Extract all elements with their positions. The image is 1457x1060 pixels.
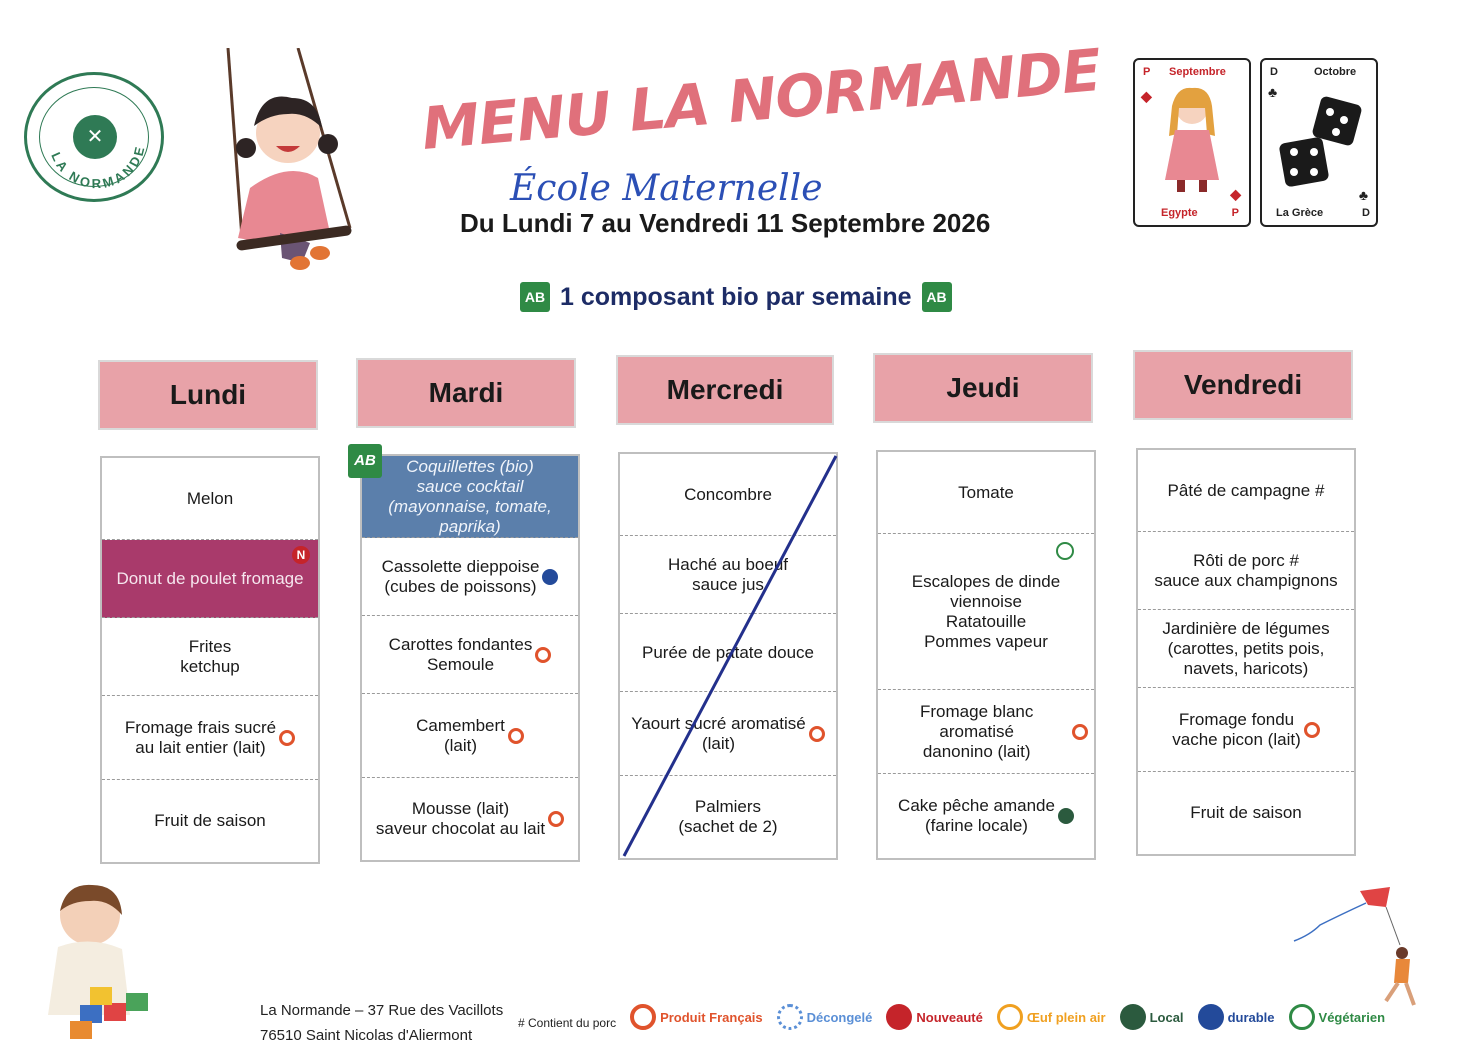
day-header-lundi: Lundi [98,360,318,430]
menu-item: Haché au boeuf sauce jus [620,536,836,614]
bio-line-text: 1 composant bio par semaine [560,282,912,311]
legend-decongele: Décongelé [777,1004,873,1030]
ab-bio-icon: AB [348,444,382,478]
card-corner: D [1270,66,1278,78]
strike-through-line [618,452,840,860]
company-address [260,998,503,1048]
card-month: Septembre [1169,66,1226,78]
day-header-vendredi: Vendredi [1133,350,1353,420]
card-country: La Grèce [1276,207,1324,219]
produit-francais-icon [630,1004,656,1030]
menu-item: Jardinière de légumes (carottes, petits pois, navets, haricots) [1138,610,1354,688]
egg-icon [997,1004,1023,1030]
menu-item: Palmiers (sachet de 2) [678,797,778,836]
day-header-jeudi: Jeudi [873,353,1093,423]
menu-item: Melon [102,458,318,540]
card-corner: D [1362,207,1370,219]
diamond-icon: ◆ [1230,186,1241,202]
menu-title: MENU LA NORMANDE [419,35,1104,163]
leaf-icon [1289,1004,1315,1030]
menu-item: Cake pêche amande (farine locale) [878,774,1094,858]
produit-francais-icon [1304,722,1320,738]
club-icon: ♣ [1358,187,1368,203]
legend-nouveaute: Nouveauté [886,1004,982,1030]
legend-produit-francais: Produit Français [630,1004,763,1030]
diamond-icon: ◆ [1141,88,1152,104]
menu-item: Camembert (lait) [362,694,578,778]
menu-item: Mousse (lait) saveur chocolat au lait [362,778,578,860]
menu-item: Pâté de campagne # [1138,450,1354,532]
menu-item: Fruit de saison [1190,803,1302,822]
legend-local: Local [1120,1004,1184,1030]
menu-item: Rôti de porc # sauce aux champignons [1138,532,1354,610]
card-corner: P [1231,207,1239,219]
address-line-1: La Normande – 37 Rue des Vacillots [260,1002,504,1019]
menu-item: Tomate [878,452,1094,534]
snowflake-icon [777,1004,803,1030]
fish-icon [1198,1004,1224,1030]
la-normande-logo [24,72,164,202]
menu-item: Concombre [620,454,836,536]
menu-column-mardi [354,452,580,862]
menu-column-vendredi [1136,448,1356,856]
produit-francais-icon [508,728,524,744]
menu-item: Purée de patate douce [620,614,836,692]
local-icon [1120,1004,1146,1030]
logo-text: LA NORMANDE [48,142,148,192]
menu-item: Yaourt sucré aromatisé (lait) [620,692,836,776]
logo-ring-text [27,75,167,205]
ab-bio-icon: AB [520,282,550,312]
menu-item: Coquillettes (bio) sauce cocktail (mayonnaise, tomate, paprika) AB [362,456,578,538]
day-header-mercredi: Mercredi [616,355,834,425]
svg-text:LA NORMANDE [48,143,148,191]
produit-francais-icon [1072,724,1088,740]
address-line-2: 76510 Saint Nicolas d'Aliermont [260,1027,473,1044]
card-month: Octobre [1314,66,1357,78]
theme-card-octobre [1260,58,1378,227]
produit-francais-icon [535,647,551,663]
produit-francais-icon [548,811,564,827]
menu-item: Fromage fondu vache picon (lait) [1138,688,1354,772]
legend [518,1004,1385,1030]
pork-note: # Contient du porc [518,1016,617,1030]
menu-item: Escalopes de dinde viennoise Ratatouille Pommes vapeur [878,534,1094,690]
menu-column-lundi [100,456,320,864]
menu-item: Cassolette dieppoise (cubes de poissons) [362,538,578,616]
week-dates: Du Lundi 7 au Vendredi 11 Septembre 2026 [460,208,991,238]
dice-icon [1276,94,1366,194]
vegetarien-icon [1056,542,1074,560]
legend-oeuf-plein-air: Œuf plein air [997,1004,1106,1030]
produit-francais-icon [279,730,295,746]
girl-on-swing-illustration [210,48,360,278]
card-country: Egypte [1161,207,1198,219]
menu-item: Fromage frais sucré au lait entier (lait) [102,696,318,780]
menu-item: Frites ketchup [102,618,318,696]
child-with-kite-illustration [1290,885,1430,1015]
doll-icon [1157,84,1227,194]
school-subtitle: École Maternelle [510,168,823,209]
day-header-mardi: Mardi [356,358,576,428]
menu-item: Fruit de saison [154,811,266,830]
child-playing-blocks-illustration [30,875,160,1045]
nouveaute-icon [886,1004,912,1030]
legend-vegetarien: Végétarien [1289,1004,1385,1030]
nouveaute-icon: N [292,546,310,564]
bio-line [520,282,952,312]
menu-item: Fromage blanc aromatisé danonino (lait) [878,690,1094,774]
club-icon: ♣ [1268,84,1278,100]
card-corner: P [1143,66,1151,78]
theme-card-septembre [1133,58,1251,227]
menu-item: Donut de poulet fromage N [102,540,318,618]
local-icon [1058,808,1074,824]
menu-column-jeudi [876,450,1096,860]
produit-mer-durable-icon [542,569,558,585]
menu-item: Carottes fondantes Semoule [362,616,578,694]
fork-knife-icon: ✕ [73,115,117,159]
legend-produit-mer-durable: durable [1198,1004,1275,1030]
ab-bio-icon: AB [922,282,952,312]
